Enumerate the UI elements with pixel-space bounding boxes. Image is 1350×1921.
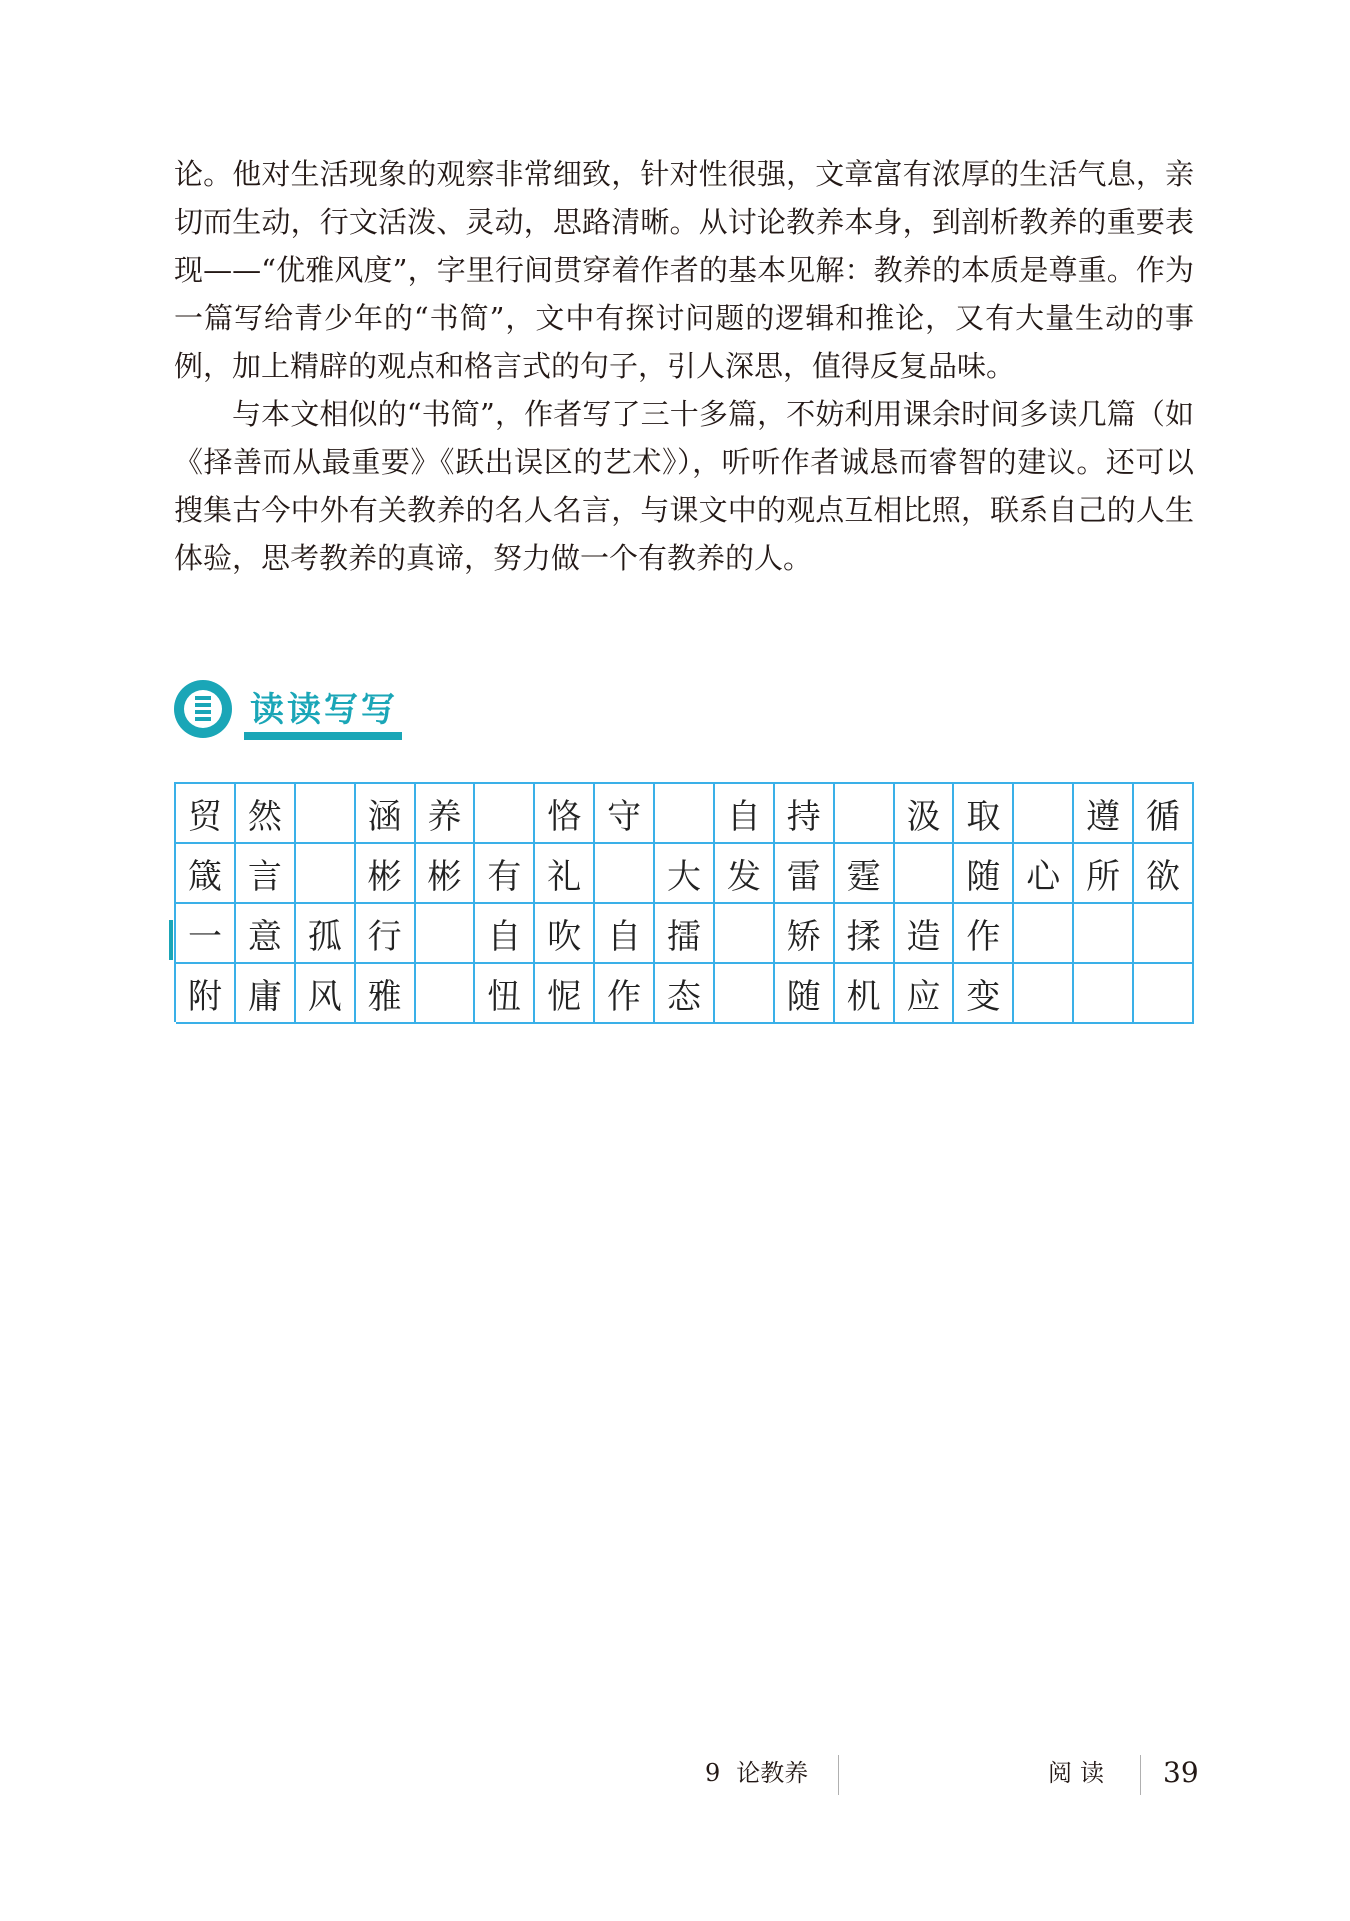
- grid-cell: 自: [715, 784, 775, 844]
- section-title: 读读写写: [250, 690, 398, 730]
- grid-cell: 风: [296, 964, 356, 1024]
- grid-cell: [835, 784, 895, 844]
- grid-cell: [1014, 964, 1074, 1024]
- grid-cell: 庸: [236, 964, 296, 1024]
- row-marker: [169, 920, 173, 960]
- grid-cell: 变: [954, 964, 1014, 1024]
- grid-cell: [1134, 904, 1194, 964]
- grid-cell: 彬: [356, 844, 416, 904]
- grid-cell: [1074, 904, 1134, 964]
- grid-cell: 言: [236, 844, 296, 904]
- grid-cell: 养: [416, 784, 476, 844]
- grid-cell: 随: [775, 964, 835, 1024]
- grid-cell: 心: [1014, 844, 1074, 904]
- grid-cell: [1074, 964, 1134, 1024]
- grid-cell: 意: [236, 904, 296, 964]
- grid-cell: 自: [595, 904, 655, 964]
- grid-cell: 应: [895, 964, 955, 1024]
- footer-unit: 阅读: [1048, 1759, 1112, 1787]
- grid-cell: 贸: [176, 784, 236, 844]
- grid-cell: 孤: [296, 904, 356, 964]
- paragraph: 与本文相似的“书简”，作者写了三十多篇，不妨利用课余时间多读几篇（如《择善而从最重要》《跃出误区的艺术》），听听作者诚恳而睿智的建议。还可以搜集古今中外有关教养的名人名言，与课文中的观点互相比照，联系自己的人生体验，思考教养的真谛，努力做一个有教养的人。: [174, 397, 1194, 575]
- grid-cell: 造: [895, 904, 955, 964]
- grid-cell: [296, 844, 356, 904]
- grid-cell: 守: [595, 784, 655, 844]
- grid-cell: 雷: [775, 844, 835, 904]
- grid-cell: [475, 784, 535, 844]
- grid-cell: 一: [176, 904, 236, 964]
- grid-cell: 循: [1134, 784, 1194, 844]
- page-number: 39: [1163, 1756, 1199, 1789]
- grid-cell: 遵: [1074, 784, 1134, 844]
- grid-cell: 发: [715, 844, 775, 904]
- vocabulary-grid: [174, 782, 1194, 1022]
- grid-cell: 涵: [356, 784, 416, 844]
- grid-cell: 态: [655, 964, 715, 1024]
- grid-cell: 吹: [535, 904, 595, 964]
- grid-cell: 揉: [835, 904, 895, 964]
- grid-cell: 怩: [535, 964, 595, 1024]
- list-circle-icon: [174, 680, 232, 738]
- grid-cell: 擂: [655, 904, 715, 964]
- grid-cell: [416, 964, 476, 1024]
- grid-cell: 箴: [176, 844, 236, 904]
- grid-cell: 矫: [775, 904, 835, 964]
- lesson-title: 论教养: [736, 1759, 809, 1787]
- grid-cell: 行: [356, 904, 416, 964]
- grid-cell: 机: [835, 964, 895, 1024]
- grid-cell: [715, 964, 775, 1024]
- grid-cell: [296, 784, 356, 844]
- paragraph: 论。他对生活现象的观察非常细致，针对性很强，文章富有浓厚的生活气息，亲切而生动，行文活泼、灵动，思路清晰。从讨论教养本身，到剖析教养的重要表现——“优雅风度”，字里行间贯穿着作者的基本见解：教养的本质是尊重。作为一篇写给青少年的“书简”，文中有探讨问题的逻辑和推论，又有大量生动的事例，加上精辟的观点和格言式的句子，引人深思，值得反复品味。: [174, 157, 1194, 383]
- grid-cell: 汲: [895, 784, 955, 844]
- grid-cell: [655, 784, 715, 844]
- grid-cell: [1014, 784, 1074, 844]
- grid-cell: 恪: [535, 784, 595, 844]
- grid-cell: 忸: [475, 964, 535, 1024]
- grid-cell: 大: [655, 844, 715, 904]
- section-underline: [244, 732, 402, 740]
- grid-cell: 雅: [356, 964, 416, 1024]
- grid-cell: [416, 904, 476, 964]
- grid-cell: 附: [176, 964, 236, 1024]
- body-text: [174, 150, 1194, 582]
- lesson-number: 9: [705, 1759, 721, 1787]
- grid-cell: 礼: [535, 844, 595, 904]
- footer-divider: [1140, 1755, 1141, 1795]
- grid-cell: 持: [775, 784, 835, 844]
- grid-cell: 有: [475, 844, 535, 904]
- grid-cell: [1014, 904, 1074, 964]
- grid-cell: [1134, 964, 1194, 1024]
- grid-cell: 随: [954, 844, 1014, 904]
- grid-cell: 欲: [1134, 844, 1194, 904]
- grid-cell: [715, 904, 775, 964]
- grid-cell: 取: [954, 784, 1014, 844]
- footer-divider: [838, 1755, 839, 1795]
- grid-cell: [895, 844, 955, 904]
- grid-cell: 彬: [416, 844, 476, 904]
- grid-cell: 作: [954, 904, 1014, 964]
- grid-cell: 霆: [835, 844, 895, 904]
- grid-cell: 作: [595, 964, 655, 1024]
- footer-lesson: [705, 1755, 830, 1791]
- grid-cell: 所: [1074, 844, 1134, 904]
- grid-cell: [595, 844, 655, 904]
- grid-cell: 自: [475, 904, 535, 964]
- grid-cell: 然: [236, 784, 296, 844]
